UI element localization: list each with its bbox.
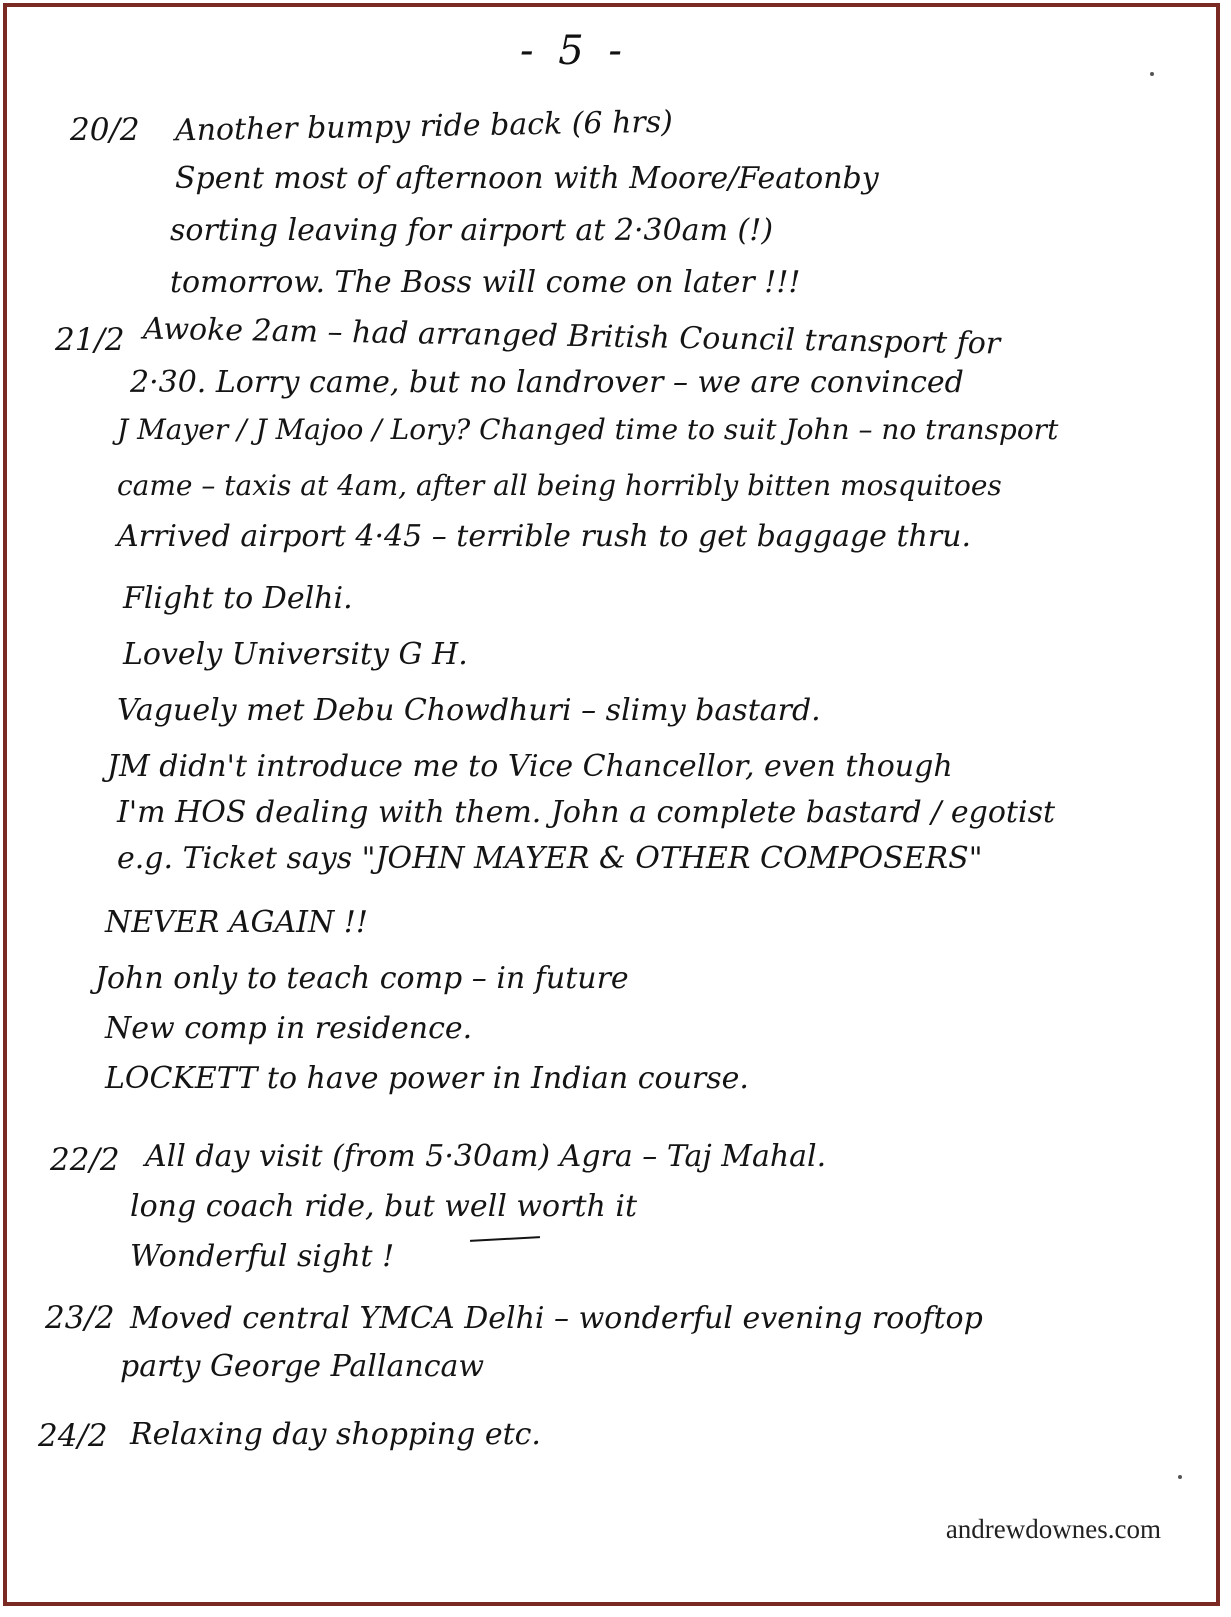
- entry-line: Moved central YMCA Delhi – wonderful evening rooftop: [130, 1301, 983, 1336]
- entry-line: Arrived airport 4·45 – terrible rush to get baggage thru.: [117, 519, 972, 554]
- entry-line: Wonderful sight !: [130, 1239, 395, 1274]
- entry-note: I'm HOS dealing with them. John a complete bastard / egotist: [117, 795, 1056, 830]
- entry-note: John only to teach comp – in future: [95, 961, 629, 996]
- entry-line: tomorrow. The Boss will come on later !!!: [170, 265, 801, 300]
- watermark: andrewdownes.com: [945, 1514, 1161, 1544]
- entry-date: 22/2: [50, 1142, 120, 1178]
- entry-note: Lovely University G H.: [123, 637, 468, 672]
- entry-note: Vaguely met Debu Chowdhuri – slimy bastard.: [117, 693, 821, 728]
- entry-note: LOCKETT to have power in Indian course.: [105, 1061, 749, 1096]
- entry-note: NEVER AGAIN !!: [105, 905, 368, 940]
- entry-date: 24/2: [38, 1418, 108, 1454]
- entry-line: came – taxis at 4am, after all being horribly bitten mosquitoes: [117, 469, 1002, 502]
- entry-line: long coach ride, but well worth it: [130, 1189, 638, 1224]
- entry-line: 2·30. Lorry came, but no landrover – we are convinced: [130, 365, 964, 400]
- entry-line: Another bumpy ride back (6 hrs): [174, 104, 674, 149]
- entry-date: 21/2: [55, 322, 125, 358]
- entry-line: Awoke 2am – had arranged British Council transport for: [142, 311, 1001, 362]
- entry-note: JM didn't introduce me to Vice Chancellor, even though: [107, 749, 953, 784]
- entry-note: Flight to Delhi.: [123, 581, 353, 616]
- entry-line: party George Pallancaw: [120, 1349, 485, 1384]
- entry-note: e.g. Ticket says "JOHN MAYER & OTHER COMPOSERS": [117, 841, 983, 876]
- entry-line: Relaxing day shopping etc.: [130, 1417, 541, 1452]
- paper-speck: [1178, 1475, 1182, 1479]
- entry-line: sorting leaving for airport at 2·30am (!): [170, 213, 774, 248]
- entry-line: Spent most of afternoon with Moore/Featonby: [175, 161, 879, 196]
- entry-date: 23/2: [45, 1300, 115, 1336]
- entry-note: New comp in residence.: [105, 1011, 473, 1046]
- entry-line: All day visit (from 5·30am) Agra – Taj Mahal.: [145, 1139, 827, 1174]
- entry-date: 20/2: [70, 112, 140, 148]
- paper-speck: [1150, 72, 1154, 76]
- page-number: - 5 -: [520, 28, 628, 74]
- entry-line: J Mayer / J Majoo / Lory? Changed time to suit John – no transport: [117, 413, 1059, 446]
